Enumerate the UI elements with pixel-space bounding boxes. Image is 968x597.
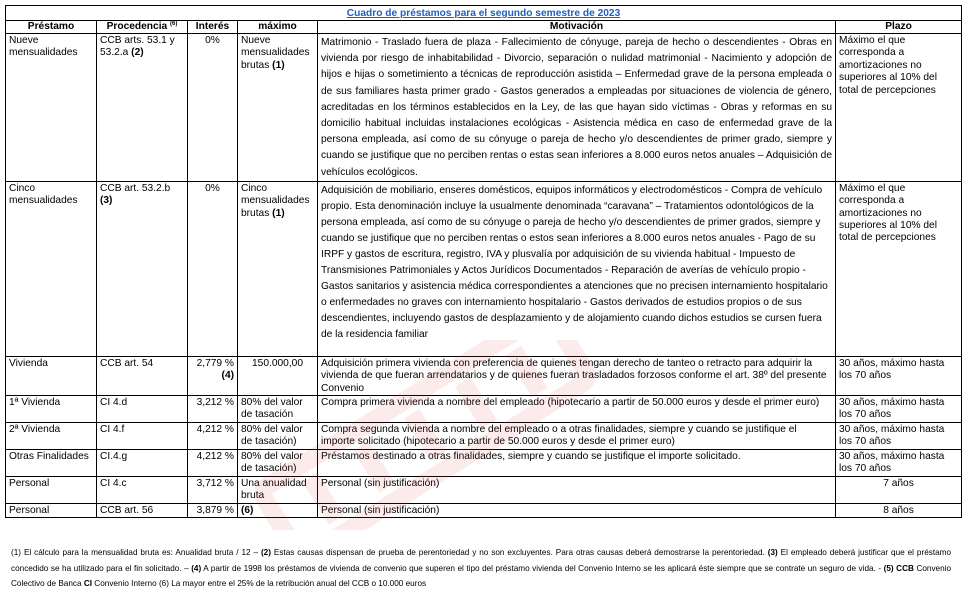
cell-interes: 3,712 % bbox=[188, 477, 238, 504]
cell-plazo: 30 años, máximo hasta los 70 años bbox=[836, 450, 962, 477]
maximo-ref: (1) bbox=[272, 207, 285, 219]
cell-maximo: 150.000,00 bbox=[238, 356, 318, 395]
cell-prestamo: 2ª Vivienda bbox=[6, 423, 97, 450]
cell-interes: 3,879 % bbox=[188, 504, 238, 518]
loan-table-container bbox=[5, 5, 961, 518]
header-procedencia-label: Procedencia bbox=[106, 21, 168, 32]
table-row bbox=[6, 477, 962, 504]
procedencia-ref: (2) bbox=[131, 47, 144, 59]
note-ref: (4) bbox=[191, 563, 202, 573]
cell-procedencia: CI 4.d bbox=[97, 396, 188, 423]
cell-procedencia: CI 4.c bbox=[97, 477, 188, 504]
note-text: (6) La mayor entre el 25% de la retribución anual del CCB o 10.000 euros bbox=[158, 579, 427, 589]
title-row bbox=[6, 6, 962, 21]
cell-maximo: 80% del valor de tasación bbox=[238, 396, 318, 423]
table-row bbox=[6, 396, 962, 423]
table-title: Cuadro de préstamos para el segundo semestre de 2023 bbox=[6, 6, 962, 21]
interes-text: 2,779 % bbox=[196, 357, 234, 369]
interes-ref: (4) bbox=[221, 370, 234, 382]
note-text: Estas causas dispensan de prueba de perentoriedad y no son excluyentes. Para otras causas deberá demostrarse la perentoriedad. bbox=[273, 548, 765, 557]
loan-table bbox=[5, 5, 962, 518]
note-text: El empleado deberá justificar que el préstamo concedido se ha utilizado para el fin solicitado. – bbox=[11, 548, 952, 573]
cell-plazo: Máximo el que corresponda a amortizaciones no superiores al 10% del total de percepciones bbox=[836, 34, 962, 182]
cell-maximo: 80% del valor de tasación) bbox=[238, 423, 318, 450]
procedencia-text: CCB art. 53.2.b bbox=[100, 182, 171, 194]
procedencia-ref: (3) bbox=[100, 195, 113, 207]
maximo-text: Nueve mensualidades brutas bbox=[241, 35, 310, 71]
cell-prestamo: 1ª Vivienda bbox=[6, 396, 97, 423]
note-text: A partir de 1998 los préstamos de vivienda de convenio que superen el tipo del préstamo vivienda del Convenio Interno se les aplicará éste siempre que se contrate un seguro de vida. - bbox=[203, 563, 882, 573]
note-text: Convenio Interno bbox=[94, 579, 157, 589]
cell-maximo: Una anualidad bruta bbox=[238, 477, 318, 504]
table-row bbox=[6, 423, 962, 450]
cell-prestamo: Vivienda bbox=[6, 356, 97, 395]
cell-procedencia bbox=[97, 34, 188, 182]
header-prestamo: Préstamo bbox=[6, 21, 97, 34]
footnotes bbox=[11, 545, 951, 592]
cell-interes: 3,212 % bbox=[188, 396, 238, 423]
cell-procedencia: CI 4.f bbox=[97, 423, 188, 450]
cell-interes bbox=[188, 356, 238, 395]
note-ref: (2) bbox=[260, 548, 271, 557]
note-ref: (5) bbox=[883, 563, 894, 573]
cell-maximo: 80% del valor de tasación) bbox=[238, 450, 318, 477]
table-row bbox=[6, 504, 962, 518]
cell-motivacion: Compra segunda vivienda a nombre del empleado o a otras finalidades, siempre y cuando se justifique el importe solicitado (hipotecario a partir de 50.000 euros y desde el primer euro) bbox=[318, 423, 836, 450]
cell-motivacion: Personal (sin justificación) bbox=[318, 504, 836, 518]
cell-interes: 4,212 % bbox=[188, 450, 238, 477]
cell-interes: 4,212 % bbox=[188, 423, 238, 450]
cell-plazo: 7 años bbox=[836, 477, 962, 504]
header-maximo: máximo bbox=[238, 21, 318, 34]
header-procedencia-ref: (6) bbox=[170, 21, 178, 27]
note-abbrev: CCB bbox=[896, 563, 914, 573]
cell-prestamo: Cinco mensualidades bbox=[6, 181, 97, 356]
header-procedencia bbox=[97, 21, 188, 34]
note-abbrev: CI bbox=[83, 579, 93, 589]
cell-plazo: 30 años, máximo hasta los 70 años bbox=[836, 396, 962, 423]
maximo-text: Cinco mensualidades brutas bbox=[241, 182, 310, 219]
cell-interes: 0% bbox=[188, 181, 238, 356]
cell-motivacion: Compra primera vivienda a nombre del empleado (hipotecario a partir de 50.000 euros y desde el primer euro) bbox=[318, 396, 836, 423]
cell-motivacion: Adquisición primera vivienda con preferencia de quienes tengan derecho de tanteo o retracto para adquirir la vivienda de que fueran arrendatarios y de quienes fueran trasladados forzosos conforme el art. 38º del presente Convenio bbox=[318, 356, 836, 395]
cell-plazo: 8 años bbox=[836, 504, 962, 518]
table-row bbox=[6, 450, 962, 477]
cell-procedencia: CCB art. 54 bbox=[97, 356, 188, 395]
cell-maximo: (6) bbox=[238, 504, 318, 518]
procedencia-text: CCB arts. 53.1 y 53.2.a bbox=[100, 35, 175, 59]
table-row bbox=[6, 181, 962, 356]
header-motivacion: Motivación bbox=[318, 21, 836, 34]
cell-motivacion: Adquisición de mobiliario, enseres domésticos, equipos informáticos y electrodomésticos - Compra de vehículo propio. Esta denominación incluye la usualmente denominada “caravana” – Tratamientos odontológicos de la persona empleada, así como de su cónyuge o pareja de hecho y/o descendientes de primer grados, siempre y cuando se justifique que no perciben rentas o estos sean inferiores a 8.000 euros netos anuales - Pago de su IRPF y gastos de escritura, registro, IVA y plusvalía por adquisición de su vivienda habitual - Impuesto de Transmisiones Patrimoniales y Actos Jurídicos Documentados - Reparación de averías de vehículo propio -Gastos sanitarios y asistencia médica correspondientes a atenciones que no precisen internamiento hospitalario o enfermedades no graves con internamiento hospitalario - Gastos derivados de estudios propios o de sus descendientes, incluyendo gastos de desplazamiento y de alojamiento cuando dichos estudios se cursen fuera de la residencia familiar bbox=[318, 181, 836, 356]
cell-interes: 0% bbox=[188, 34, 238, 182]
note-ref: (1) bbox=[11, 548, 22, 557]
cell-motivacion: Matrimonio - Traslado fuera de plaza - Fallecimiento de cónyuge, pareja de hecho o descendientes - Obras en vivienda por riesgo de inhabitabilidad - Divorcio, separación o nulidad matrimonial - Nacimiento y adopción de hijos e hijas o sometimiento a técnicas de reproducción asistida – Enfermedad grave de la persona empleada o de sus familiares hasta primer grado - Gastos generados a empleadas por situaciones de violencia de género, acreditadas en los términos establecidos en la Ley, de las que hayan sido víctimas - Obras y reformas en su domicilio habitual incluidas instalaciones ecológicas - Asistencia médica en caso de enfermedad grave de la persona empleada, así como de su cónyuge o pareja de hecho y/o descendientes de primer grado, siempre y cuando se justifique que no perciben rentas o estas sean inferiores a 8.000 euros netos anuales – Adquisición de vehículos ecológicos. bbox=[318, 34, 836, 182]
cell-maximo bbox=[238, 181, 318, 356]
cell-procedencia bbox=[97, 181, 188, 356]
cell-maximo bbox=[238, 34, 318, 182]
cell-procedencia: CCB art. 56 bbox=[97, 504, 188, 518]
cell-procedencia: CI.4.g bbox=[97, 450, 188, 477]
cell-prestamo: Personal bbox=[6, 477, 97, 504]
cell-motivacion: Personal (sin justificación) bbox=[318, 477, 836, 504]
note-ref: (3) bbox=[767, 548, 778, 557]
cell-prestamo: Personal bbox=[6, 504, 97, 518]
header-plazo: Plazo bbox=[836, 21, 962, 34]
header-interes: Interés bbox=[188, 21, 238, 34]
cell-prestamo: Otras Finalidades bbox=[6, 450, 97, 477]
header-row bbox=[6, 21, 962, 34]
table-row bbox=[6, 34, 962, 182]
table-row bbox=[6, 356, 962, 395]
cell-plazo: 30 años, máximo hasta los 70 años bbox=[836, 423, 962, 450]
cell-plazo: Máximo el que corresponda a amortizaciones no superiores al 10% del total de percepciones bbox=[836, 181, 962, 356]
cell-motivacion: Préstamos destinado a otras finalidades, siempre y cuando se justifique el importe solicitado. bbox=[318, 450, 836, 477]
note-text: El cálculo para la mensualidad bruta es: Anualidad bruta / 12 – bbox=[23, 548, 259, 557]
cell-plazo: 30 años, máximo hasta los 70 años bbox=[836, 356, 962, 395]
note-text: Convenio Colectivo de Banca bbox=[11, 563, 952, 589]
maximo-ref: (1) bbox=[272, 59, 285, 71]
cell-prestamo: Nueve mensualidades bbox=[6, 34, 97, 182]
